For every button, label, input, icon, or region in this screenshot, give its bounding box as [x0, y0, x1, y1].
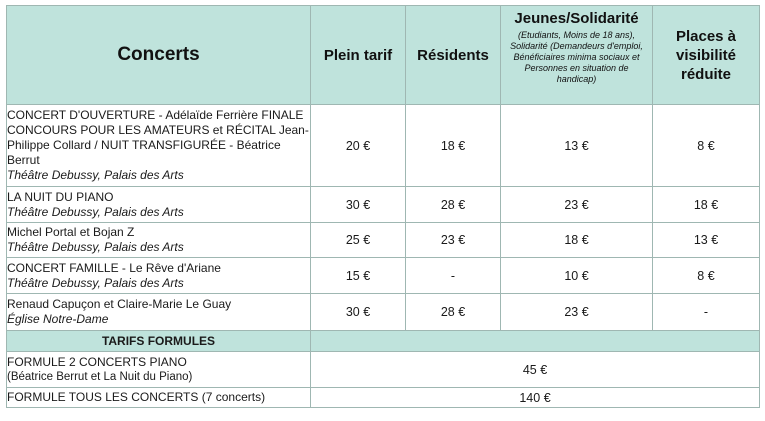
- price-residents: 28 €: [406, 294, 501, 331]
- header-places-line2: visibilité: [675, 46, 737, 64]
- concert-cell: [7, 187, 311, 223]
- formule-price: 140 €: [311, 388, 760, 408]
- header-concerts: Concerts: [7, 6, 311, 105]
- concert-title: Renaud Capuçon et Claire-Marie Le Guay: [7, 297, 232, 311]
- price-visibilite-reduite: 8 €: [653, 105, 760, 187]
- price-plein-tarif: 15 €: [311, 258, 406, 294]
- concert-venue: Théâtre Debussy, Palais des Arts: [7, 204, 184, 219]
- header-places-visibilite-reduite: [653, 6, 760, 105]
- price-visibilite-reduite: 13 €: [653, 223, 760, 258]
- pricing-table: [6, 5, 760, 408]
- concert-venue: Théâtre Debussy, Palais des Arts: [7, 240, 184, 254]
- section-filler: [311, 331, 760, 352]
- price-visibilite-reduite: -: [653, 294, 760, 331]
- formule-cell: [7, 388, 311, 408]
- header-places-line3: réduite: [680, 65, 731, 83]
- table-row: [7, 388, 760, 408]
- price-residents: 23 €: [406, 223, 501, 258]
- concert-venue: Théâtre Debussy, Palais des Arts: [7, 168, 184, 182]
- price-plein-tarif: 20 €: [311, 105, 406, 187]
- concert-title: CONCERT FAMILLE - Le Rêve d'Ariane: [7, 260, 221, 275]
- header-places-line1: Places à: [675, 27, 737, 45]
- formule-price: 45 €: [311, 352, 760, 388]
- price-visibilite-reduite: 8 €: [653, 258, 760, 294]
- price-jeunes: 18 €: [501, 223, 653, 258]
- price-plein-tarif: 30 €: [311, 187, 406, 223]
- price-residents: -: [406, 258, 501, 294]
- formule-subtitle: (7 concerts): [201, 390, 266, 404]
- concert-cell: [7, 258, 311, 294]
- table-row: [7, 258, 760, 294]
- formule-cell: [7, 352, 311, 388]
- price-visibilite-reduite: 18 €: [653, 187, 760, 223]
- section-title: TARIFS FORMULES: [7, 331, 311, 352]
- header-plein-tarif: Plein tarif: [311, 6, 406, 105]
- price-jeunes: 23 €: [501, 187, 653, 223]
- header-jeunes-title: Jeunes/Solidarité: [514, 10, 639, 27]
- concert-venue: Église Notre-Dame: [7, 312, 109, 326]
- formule-title: FORMULE TOUS LES CONCERTS: [7, 390, 199, 404]
- concert-title: LA NUIT DU PIANO: [7, 189, 114, 204]
- header-jeunes-note: (Etudiants, Moins de 18 ans), Solidarité (Demandeurs d'emploi, Bénéficiaires minima sociaux et Personnes en situation de handicap): [510, 30, 643, 84]
- concert-venue: Théâtre Debussy, Palais des Arts: [7, 275, 184, 290]
- price-jeunes: 10 €: [501, 258, 653, 294]
- price-residents: 18 €: [406, 105, 501, 187]
- table-row: [7, 352, 760, 388]
- table-row: [7, 294, 760, 331]
- concert-cell: [7, 105, 311, 187]
- table-row: [7, 223, 760, 258]
- concert-title: Michel Portal et Bojan Z: [7, 225, 135, 239]
- concert-title: CONCERT D'OUVERTURE - Adélaïde Ferrière FINALE CONCOURS POUR LES AMATEURS et RÉCITAL Jean-Philippe Collard / NUIT TRANSFIGURÉE - Béatrice Berrut: [7, 108, 309, 167]
- section-row: [7, 331, 760, 352]
- price-plein-tarif: 30 €: [311, 294, 406, 331]
- price-residents: 28 €: [406, 187, 501, 223]
- price-jeunes: 23 €: [501, 294, 653, 331]
- formule-title: FORMULE 2 CONCERTS PIANO: [7, 354, 187, 369]
- price-jeunes: 13 €: [501, 105, 653, 187]
- concert-cell: [7, 223, 311, 258]
- concert-cell: [7, 294, 311, 331]
- header-row: [7, 6, 760, 105]
- header-jeunes-solidarite: [501, 6, 653, 105]
- table-row: [7, 105, 760, 187]
- table-row: [7, 187, 760, 223]
- header-residents: Résidents: [406, 6, 501, 105]
- formule-subtitle: (Béatrice Berrut et La Nuit du Piano): [7, 370, 193, 383]
- price-plein-tarif: 25 €: [311, 223, 406, 258]
